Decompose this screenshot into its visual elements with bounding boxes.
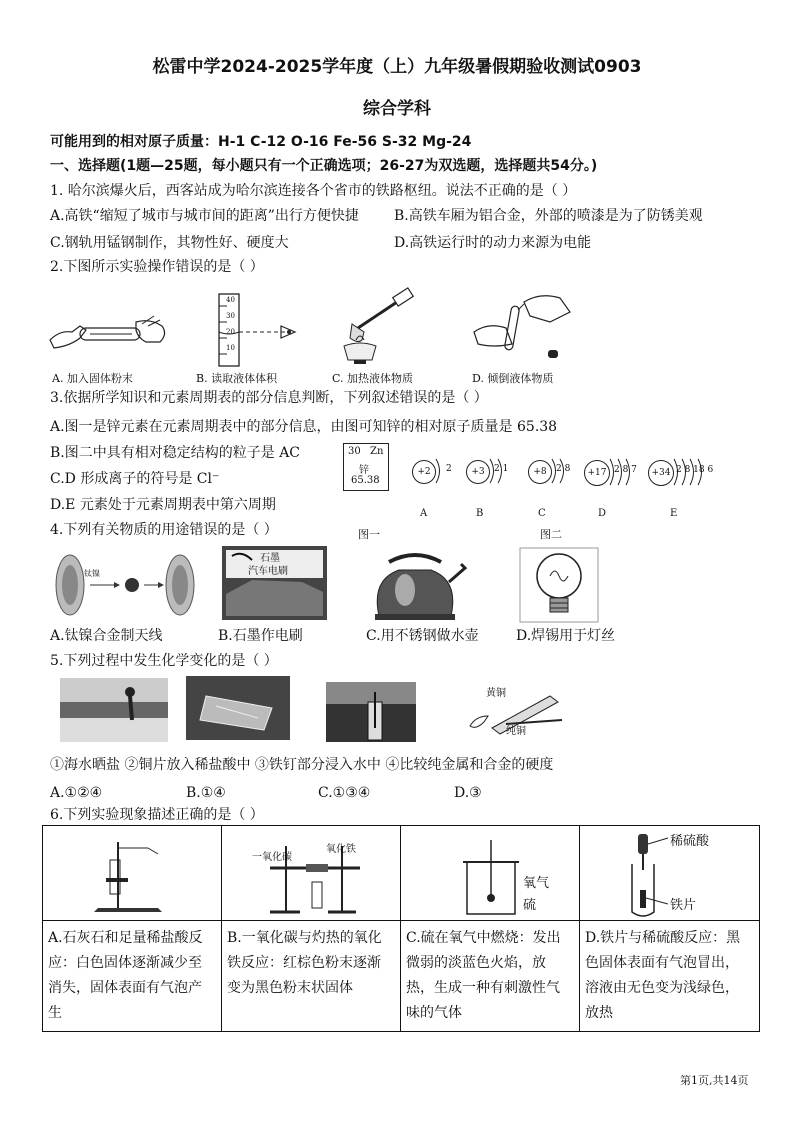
- q2-caption-c: C. 加热液体物质: [332, 372, 414, 385]
- q3-stem: 3.依据所学知识和元素周期表的部分信息判断，下列叙述错误的是（ ）: [50, 390, 488, 406]
- atom-e-shells: 2 8 18 6: [676, 465, 714, 475]
- q6-text-b: B.一氧化碳与灼热的氧化铁反应：红棕色粉末逐渐变为黑色粉末状固体: [227, 930, 382, 996]
- q6-text-d: D.铁片与稀硫酸反应：黑色固体表面有气泡冒出，溶液由无色变为浅绿色，放热: [585, 930, 741, 1021]
- atom-c-letter: C: [538, 508, 546, 519]
- q5-option-d: D.③: [454, 785, 482, 801]
- zinc-symbol: Zn: [370, 446, 384, 457]
- q6-cell-b: [222, 826, 401, 1031]
- q2-fig-a-illustration: [50, 312, 170, 362]
- q4-option-c: C.用不锈钢做水壶: [366, 628, 479, 644]
- q2-tick-20: 20: [226, 328, 235, 336]
- q4-stem: 4.下列有关物质的用途错误的是（ ）: [50, 522, 278, 538]
- q6-text-a: A.石灰石和足量稀盐酸反应：白色固体逐渐减少至消失，固体表面有气泡产生: [48, 930, 203, 1021]
- q5-img-salt-drying: [60, 678, 168, 742]
- q4-img-bulb: [520, 548, 598, 622]
- q2-fig-c-heating: [340, 288, 420, 366]
- atom-c-shells: 2 8: [556, 464, 571, 474]
- q5-label-brass: 黄铜: [486, 688, 506, 699]
- q2-fig-b-cylinder: [205, 292, 300, 368]
- atom-b-nucleus: +3: [466, 460, 490, 484]
- q5-option-c: C.①③④: [318, 785, 371, 801]
- q4-img-label-brush: 汽车电刷: [248, 566, 288, 577]
- atom-d-letter: D: [598, 508, 607, 519]
- q2-tick-10: 10: [226, 344, 235, 352]
- q5-label-copper: 纯铜: [506, 726, 526, 737]
- q5-stem: 5.下列过程中发生化学变化的是（ ）: [50, 653, 278, 669]
- q6-label-o2: 氧气: [523, 876, 550, 891]
- atomic-masses: 可能用到的相对原子质量：H-1 C-12 O-16 Fe-56 S-32 Mg-24: [50, 134, 472, 150]
- q5-img-copper-acid: [186, 676, 290, 740]
- q6-label-co: 一氧化碳: [252, 852, 292, 863]
- q5-option-b: B.①④: [186, 785, 226, 801]
- q1-stem: 1. 哈尔滨爆火后，西客站成为哈尔滨连接各个省市的铁路枢纽。说法不正确的是（ ）: [50, 183, 577, 199]
- zinc-name: 锌: [359, 465, 369, 476]
- q4-img-label-tini: 钛镍: [84, 569, 100, 578]
- section-heading: 一、选择题(1题—25题，每小题只有一个正确选项；26-27为双选题，选择题共54分。): [50, 158, 598, 174]
- atom-e-letter: E: [670, 508, 678, 519]
- q5-option-a: A.①②④: [50, 785, 103, 801]
- q6-cell-c: [401, 826, 580, 1031]
- fig2-label: 图二: [540, 528, 562, 541]
- page-number: 第1页,共14页: [680, 1074, 749, 1087]
- atom-b-letter: B: [476, 508, 484, 519]
- q2-caption-b: B. 读取液体体积: [196, 372, 278, 385]
- zinc-periodic-cell: [343, 443, 389, 491]
- atom-a-letter: A: [420, 508, 428, 519]
- q6-cell-d: [580, 826, 759, 1031]
- q2-tick-40: 40: [226, 296, 235, 304]
- q2-tick-30: 30: [226, 312, 235, 320]
- q3-option-c: C.D 形成离子的符号是 Cl⁻: [50, 471, 220, 487]
- q4-option-a: A.钛镍合金制天线: [50, 628, 163, 644]
- q2-caption-a: A. 加入固体粉末: [52, 372, 133, 385]
- page-subtitle: 综合学科: [363, 99, 431, 119]
- atom-a-shells: 2: [446, 464, 452, 474]
- q6-label-s: 硫: [523, 898, 537, 913]
- q5-img-iron-nail: [326, 682, 416, 742]
- q4-option-d: D.焊锡用于灯丝: [516, 628, 616, 644]
- atom-a-nucleus: +2: [412, 460, 436, 484]
- q6-label-fe2o3: 氧化铁: [326, 844, 356, 855]
- atom-c-nucleus: +8: [528, 460, 552, 484]
- q2-fig-d-pouring: [470, 292, 580, 364]
- q1-option-c: C.钢轨用锰钢制作，其物性好、硬度大: [50, 235, 289, 251]
- q3-option-b: B.图二中具有相对稳定结构的粒子是 AC: [50, 445, 301, 461]
- page-title: 松雷中学2024-2025学年度（上）九年级暑假期验收测试0903: [152, 57, 642, 77]
- q6-label-acid: 稀硫酸: [670, 834, 710, 849]
- zinc-number: 30: [348, 446, 361, 457]
- q6-fig-c-jar: [461, 840, 531, 918]
- q4-img-antenna: [52, 550, 202, 620]
- q2-caption-d: D. 倾倒液体物质: [472, 372, 554, 385]
- q6-text-c: C.硫在氧气中燃烧：发出微弱的淡蓝色火焰，放热，生成一种有刺激性气味的气体: [406, 930, 561, 1021]
- q1-option-d: D.高铁运行时的动力来源为电能: [394, 235, 592, 251]
- q6-table: [42, 825, 760, 1032]
- q4-img-kettle: [365, 550, 465, 622]
- q3-option-d: D.E 元素处于元素周期表中第六周期: [50, 497, 276, 513]
- q6-fig-a-apparatus: [98, 838, 178, 914]
- fig1-label: 图一: [358, 528, 380, 541]
- q2-stem: 2.下图所示实验操作错误的是（ ）: [50, 259, 264, 275]
- atom-b-shells: 2 1: [494, 464, 509, 474]
- atom-e-nucleus: +34: [648, 460, 674, 486]
- q3-option-a: A.图一是锌元素在元素周期表中的部分信息，由图可知锌的相对原子质量是 65.38: [50, 419, 558, 435]
- q1-option-b: B.高铁车厢为铝合金，外部的喷漆是为了防锈美观: [394, 208, 703, 224]
- q6-label-iron: 铁片: [670, 898, 697, 913]
- atom-d-nucleus: +17: [584, 460, 610, 486]
- q6-stem: 6.下列实验现象描述正确的是（ ）: [50, 807, 264, 823]
- q1-option-a: A.高铁“缩短了城市与城市间的距离”出行方便快捷: [50, 208, 359, 224]
- q4-img-label-graphite: 石墨: [260, 553, 280, 564]
- atom-d-shells: 2 8 7: [614, 465, 637, 475]
- q6-cell-a: [43, 826, 222, 1031]
- q5-items: ①海水晒盐 ②铜片放入稀盐酸中 ③铁钉部分浸入水中 ④比较纯金属和合金的硬度: [50, 757, 554, 773]
- zinc-mass: 65.38: [351, 475, 380, 486]
- q4-option-b: B.石墨作电刷: [218, 628, 303, 644]
